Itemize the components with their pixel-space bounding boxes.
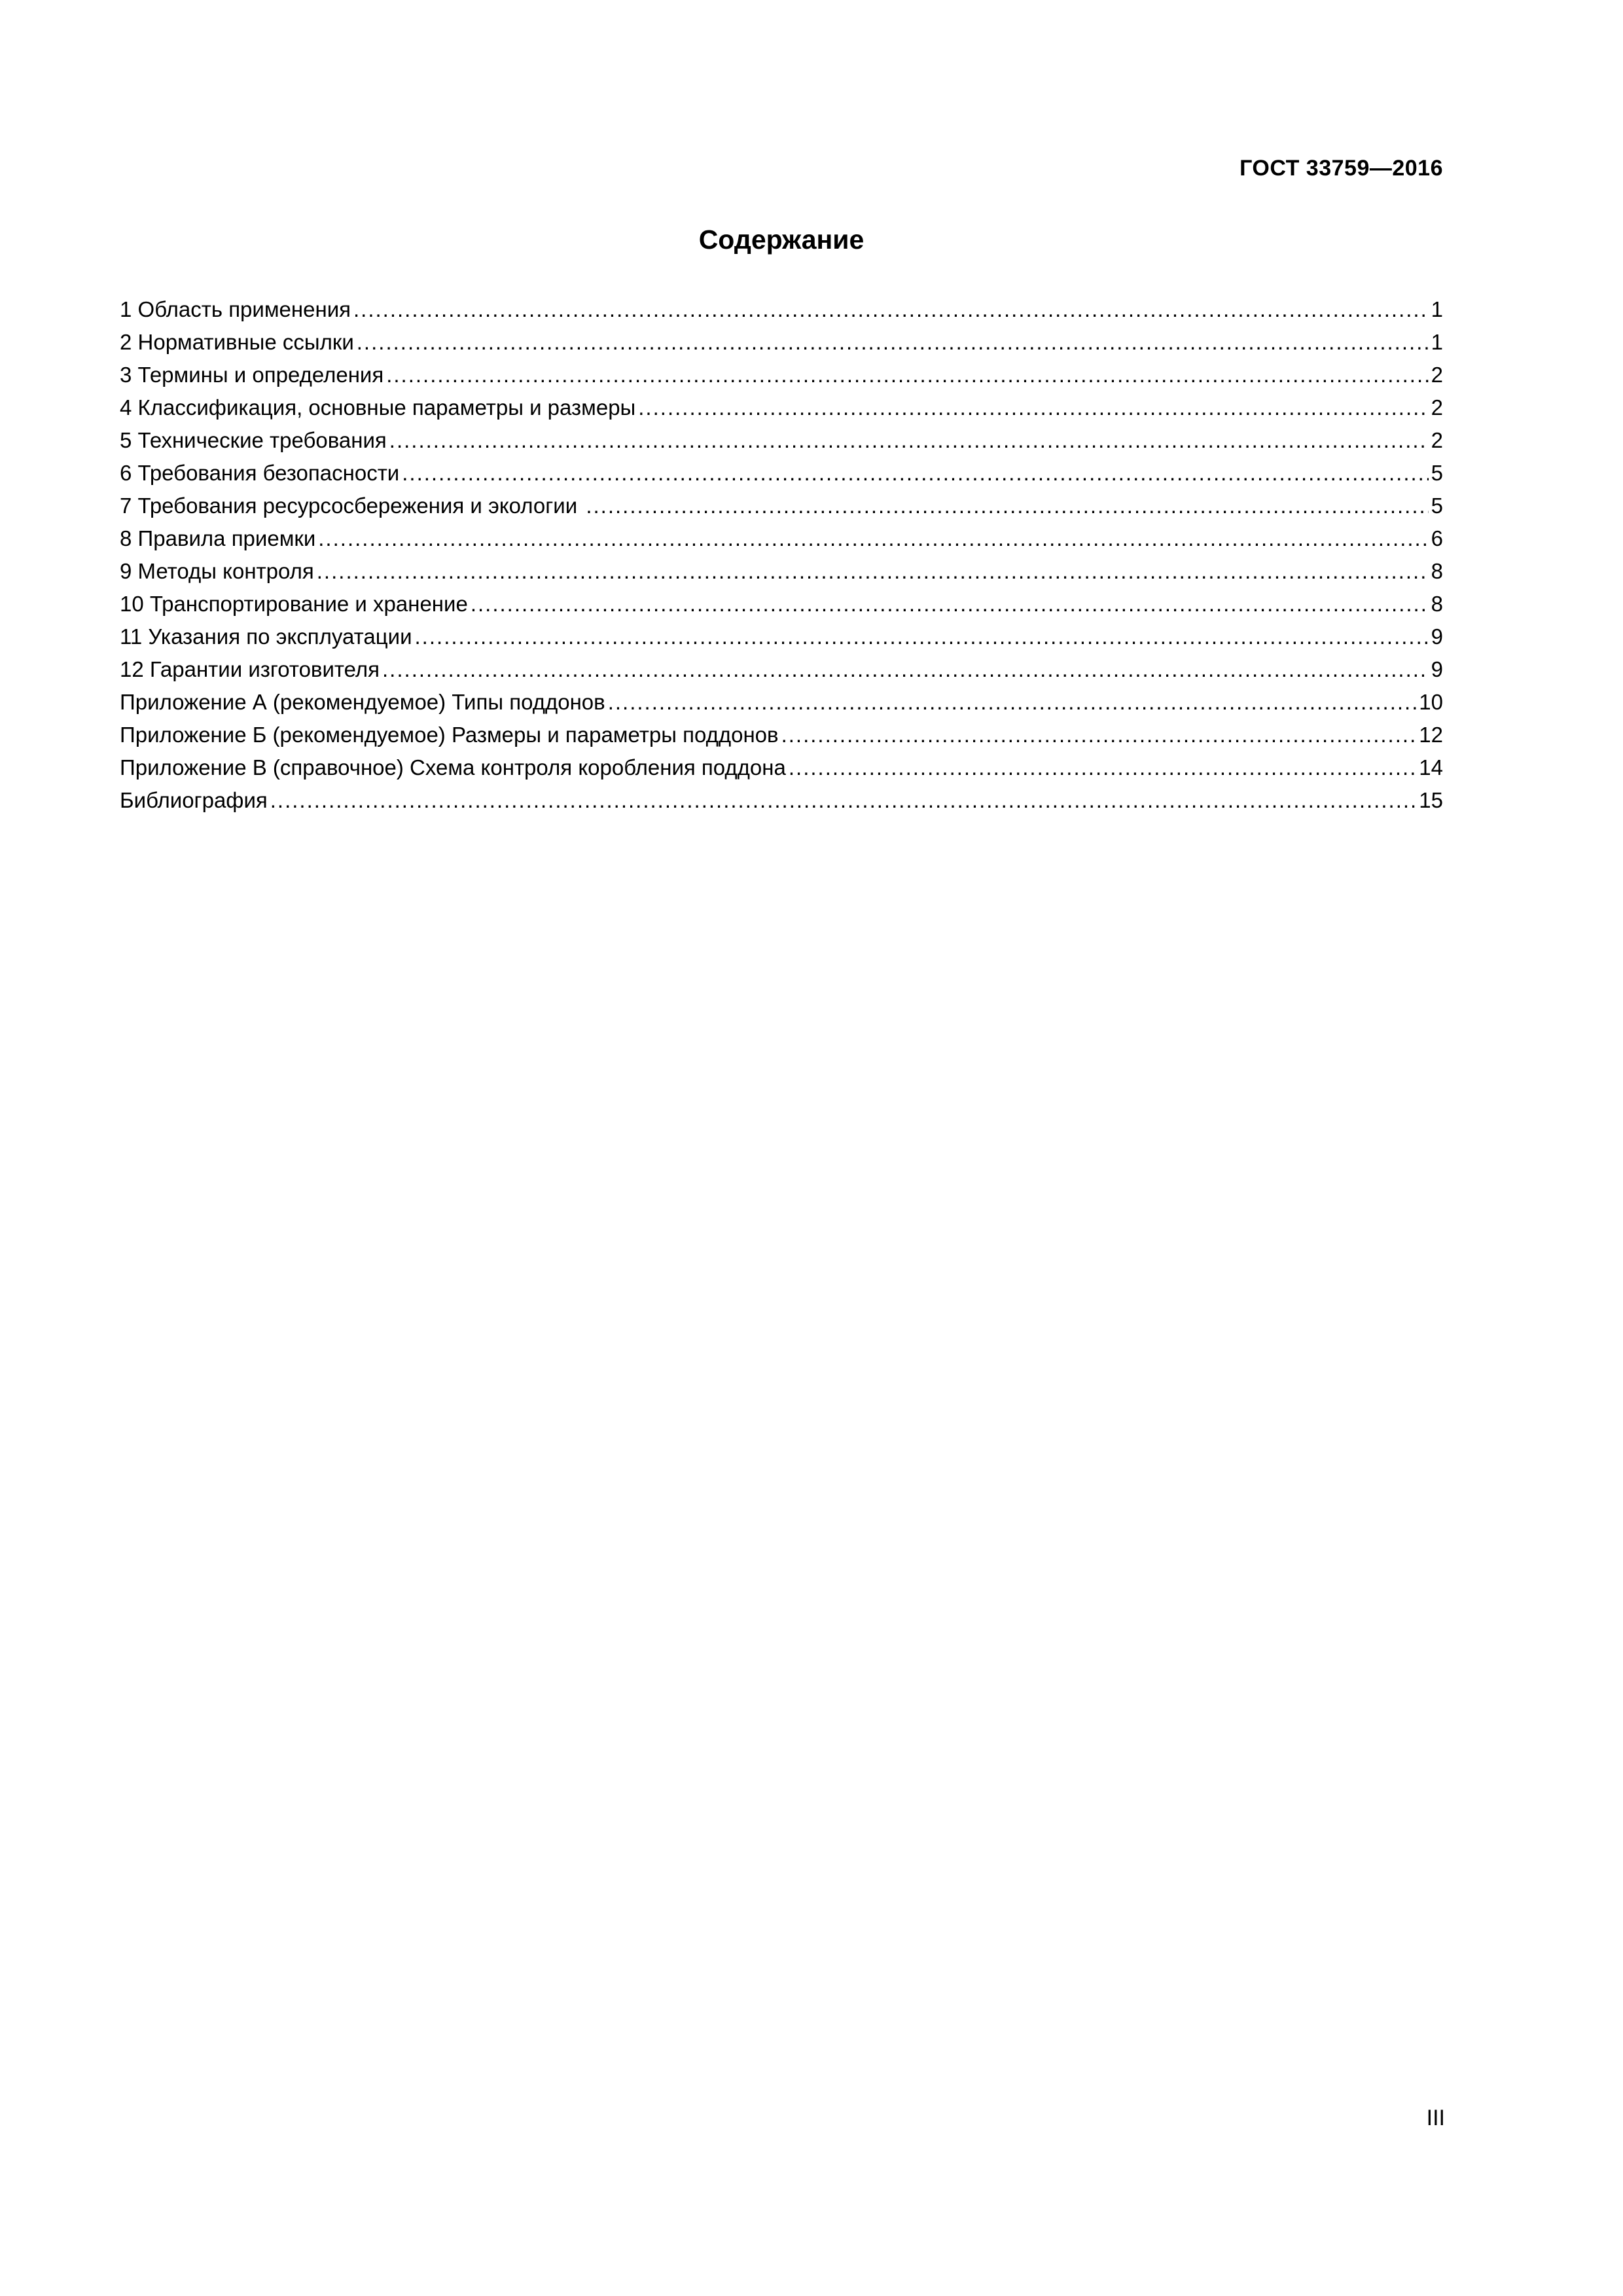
toc-dot-leader: [586, 490, 1428, 522]
toc-entry: [120, 784, 1443, 817]
toc-entry: [120, 751, 1443, 784]
toc-entry: [120, 620, 1443, 653]
toc-entry: [120, 522, 1443, 555]
toc-entry: [120, 457, 1443, 490]
toc-dot-leader: [382, 653, 1429, 686]
toc-entry: [120, 555, 1443, 588]
toc-entry: [120, 653, 1443, 686]
toc-entry-label: 9 Методы контроля: [120, 559, 314, 583]
page-number: III: [1426, 2106, 1445, 2130]
toc-entry-page: 15: [1419, 788, 1443, 812]
toc-dot-leader: [386, 359, 1428, 391]
toc-dot-leader: [789, 751, 1416, 784]
toc-entry: [120, 391, 1443, 424]
toc-entry: [120, 359, 1443, 391]
toc-dot-leader: [318, 522, 1428, 555]
toc-entry-label: Библиография: [120, 788, 268, 812]
toc-entry: [120, 424, 1443, 457]
toc-dot-leader: [357, 326, 1429, 359]
toc-entry-page: 9: [1431, 657, 1443, 681]
toc-dot-leader: [415, 620, 1429, 653]
toc-dot-leader: [781, 719, 1417, 751]
toc-entry-label: Приложение В (справочное) Схема контроля коробления поддона: [120, 755, 786, 780]
toc-entry-label: 7 Требования ресурсосбережения и экологии: [120, 493, 584, 518]
table-of-contents: [120, 293, 1443, 817]
toc-entry: [120, 588, 1443, 620]
page-footer: [1427, 2106, 1445, 2131]
toc-entry: [120, 719, 1443, 751]
toc-entry-page: 2: [1431, 363, 1443, 387]
toc-entry: [120, 490, 1443, 522]
toc-entry-label: 12 Гарантии изготовителя: [120, 657, 380, 681]
toc-entry-label: 6 Требования безопасности: [120, 461, 400, 485]
toc-entry-label: Приложение Б (рекомендуемое) Размеры и параметры поддонов: [120, 723, 779, 747]
standard-number: ГОСТ 33759—2016: [1240, 156, 1443, 181]
toc-dot-leader: [608, 686, 1417, 719]
toc-dot-leader: [638, 391, 1428, 424]
toc-entry-page: 1: [1431, 297, 1443, 321]
toc-entry-label: 10 Транспортирование и хранение: [120, 592, 468, 616]
document-header: [120, 156, 1443, 181]
page-title: Содержание: [698, 224, 865, 255]
toc-entry-page: 8: [1431, 559, 1443, 583]
toc-dot-leader: [389, 424, 1429, 457]
toc-entry-page: 8: [1431, 592, 1443, 616]
toc-entry-page: 6: [1431, 526, 1443, 550]
toc-dot-leader: [353, 293, 1429, 326]
toc-entry-page: 5: [1431, 493, 1443, 518]
document-page: [120, 0, 1443, 817]
toc-entry-page: 14: [1419, 755, 1443, 780]
toc-entry-label: 3 Термины и определения: [120, 363, 384, 387]
toc-entry-label: 4 Классификация, основные параметры и размеры: [120, 395, 636, 420]
toc-entry-page: 1: [1431, 330, 1443, 354]
toc-entry-page: 10: [1419, 690, 1443, 714]
toc-dot-leader: [402, 457, 1428, 490]
toc-entry-label: Приложение А (рекомендуемое) Типы поддонов: [120, 690, 605, 714]
toc-dot-leader: [471, 588, 1429, 620]
toc-entry-page: 2: [1431, 395, 1443, 420]
toc-entry-label: 5 Технические требования: [120, 428, 387, 452]
toc-entry-page: 2: [1431, 428, 1443, 452]
toc-entry-page: 9: [1431, 624, 1443, 649]
toc-entry-label: 1 Область применения: [120, 297, 351, 321]
toc-entry-label: 11 Указания по эксплуатации: [120, 624, 412, 649]
toc-dot-leader: [317, 555, 1429, 588]
toc-entry-label: 2 Нормативные ссылки: [120, 330, 354, 354]
toc-entry-page: 12: [1419, 723, 1443, 747]
toc-entry-page: 5: [1431, 461, 1443, 485]
toc-entry: [120, 686, 1443, 719]
toc-dot-leader: [270, 784, 1417, 817]
toc-entry: [120, 293, 1443, 326]
toc-entry: [120, 326, 1443, 359]
toc-entry-label: 8 Правила приемки: [120, 526, 316, 550]
